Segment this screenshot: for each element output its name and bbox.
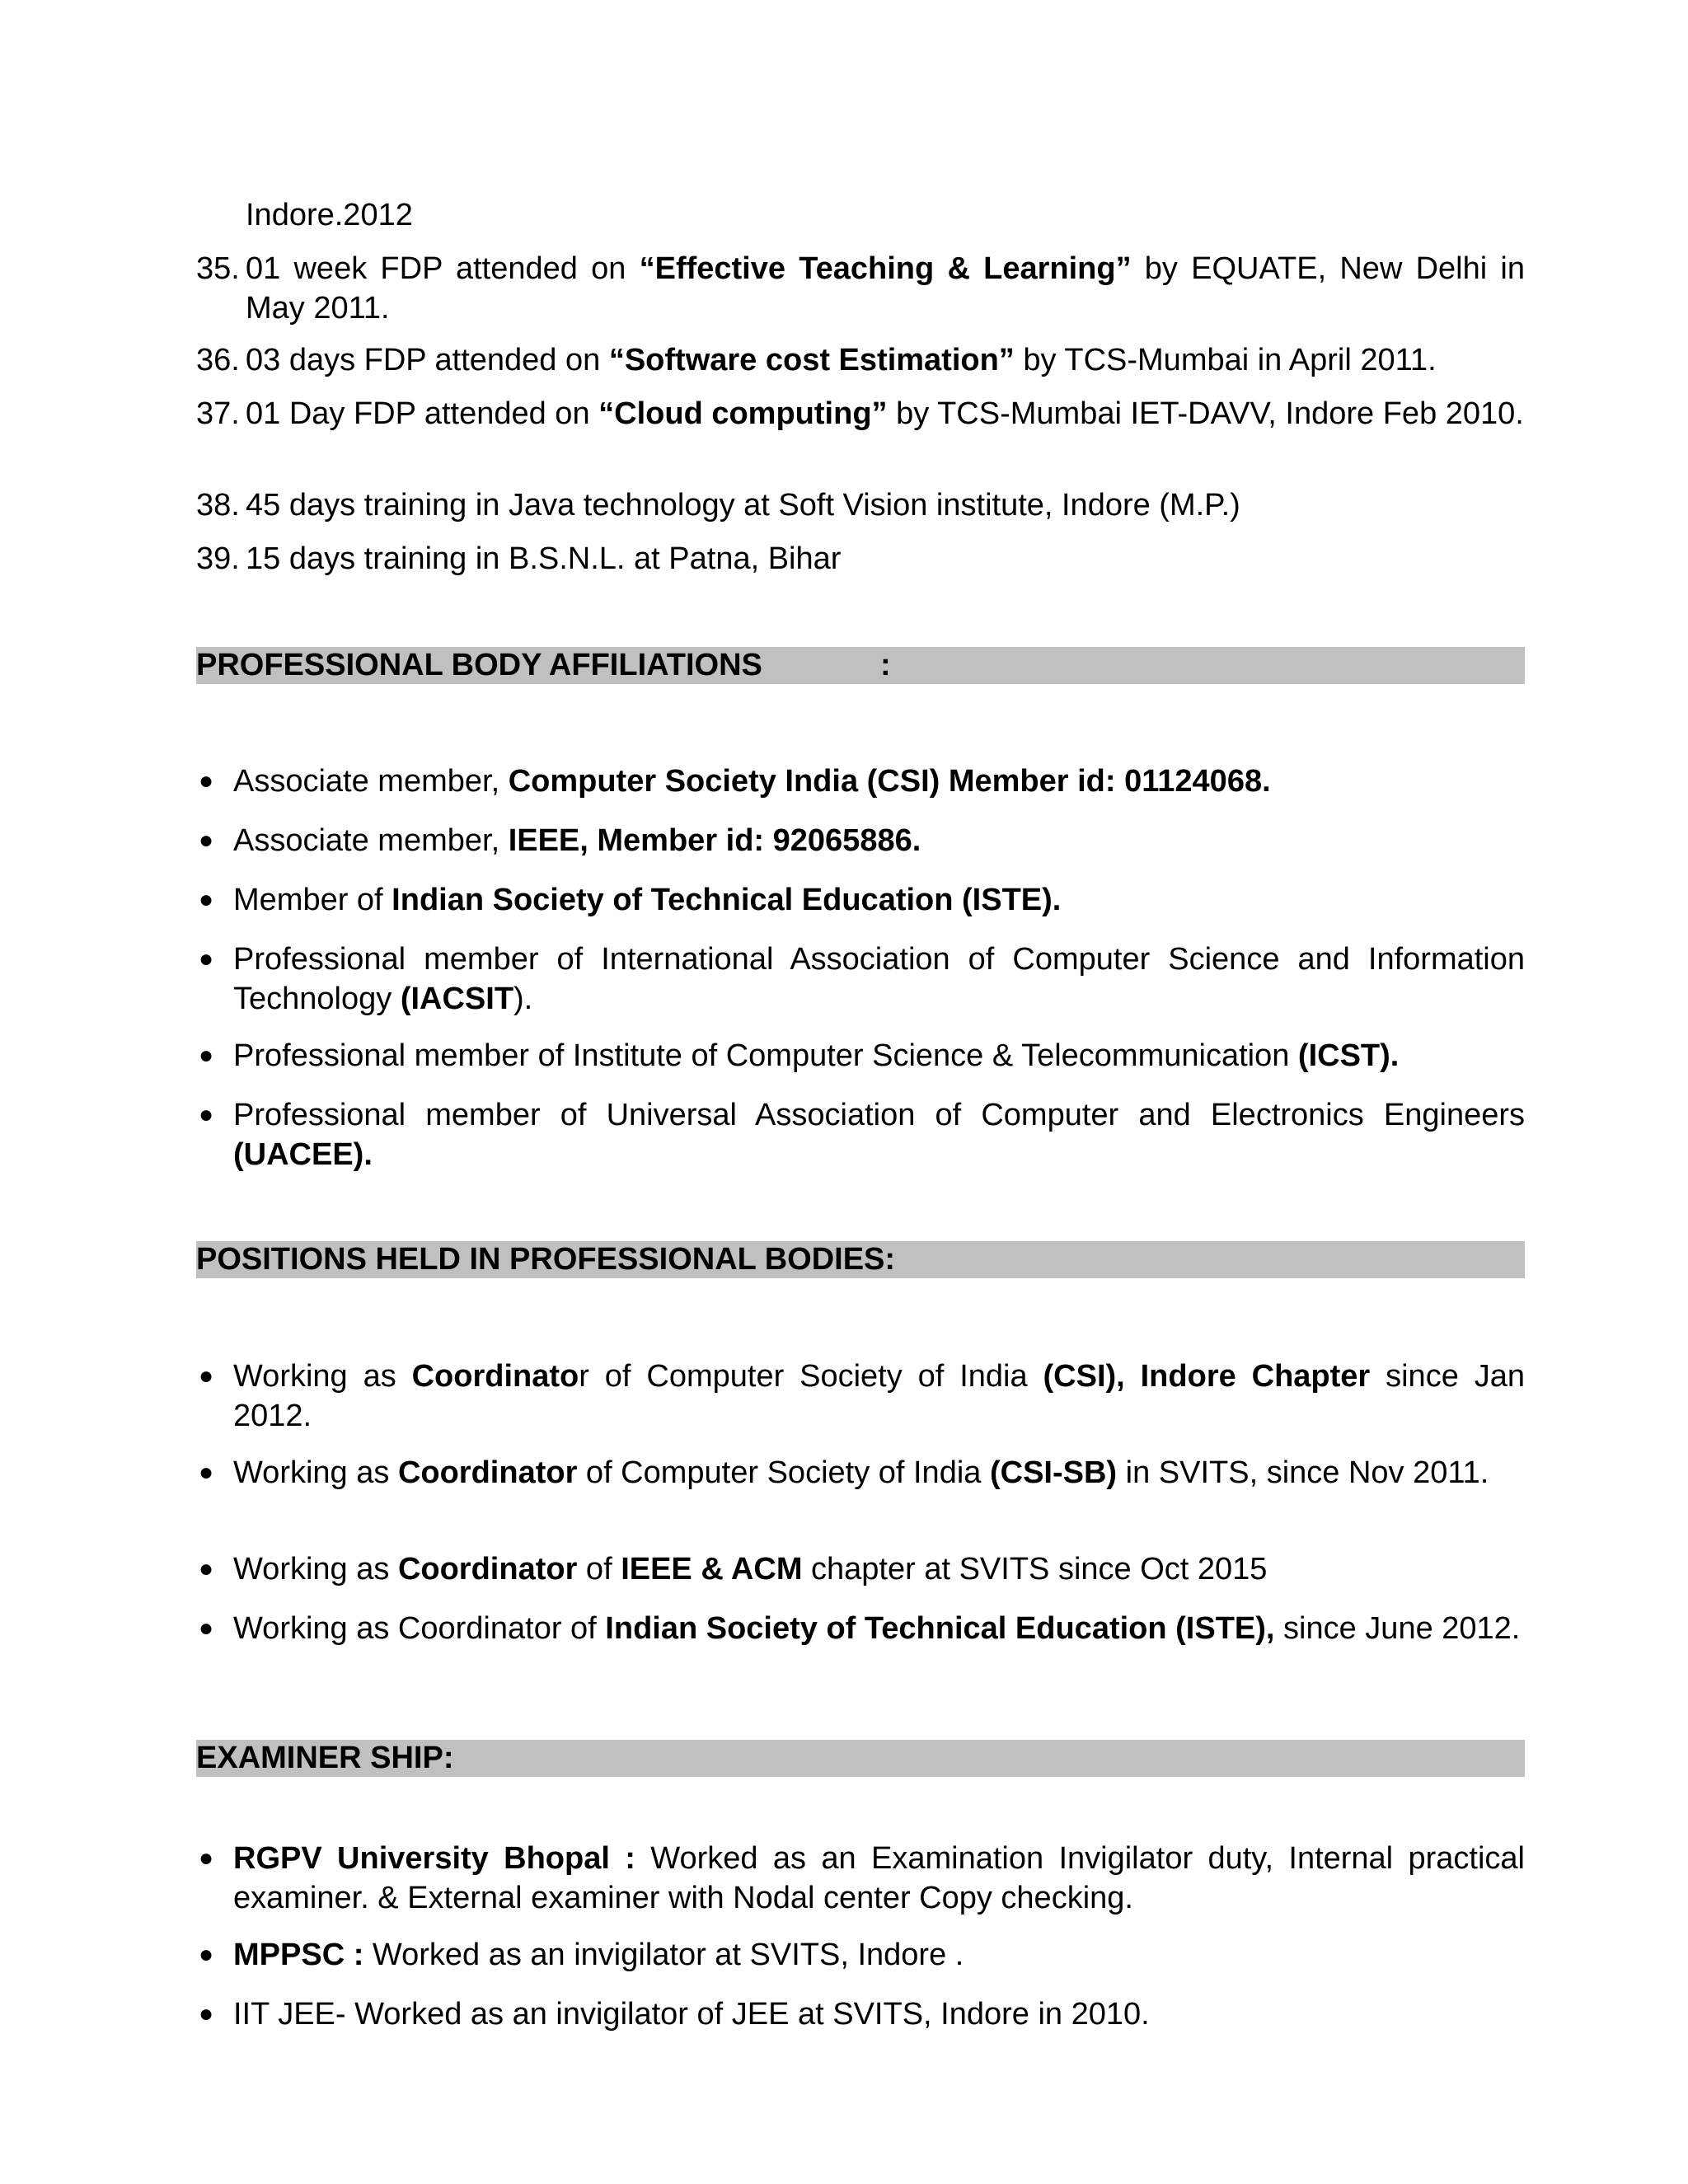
item-number: 37.	[196, 396, 240, 431]
bullet-icon: ●	[199, 2000, 214, 2027]
affiliation-item: ● Associate member, IEEE, Member id: 92065886.	[196, 821, 1525, 860]
bullet-icon: ●	[199, 767, 214, 794]
continuation-line: Indore.2012	[246, 198, 413, 232]
list-item-39	[196, 539, 1525, 579]
list-item-38	[196, 485, 1525, 525]
resume-page	[196, 0, 1525, 2184]
item-text: 03 days FDP attended on “Software cost Estimation” by TCS-Mumbai in April 2011.	[246, 343, 1437, 377]
list-item-36	[196, 340, 1525, 380]
affiliation-item: ● Associate member, Computer Society India (CSI) Member id: 01124068.	[196, 762, 1525, 801]
position-item: ● Working as Coordinator of Indian Society of Technical Education (ISTE), since June 2012.	[196, 1609, 1525, 1648]
section-heading-positions: POSITIONS HELD IN PROFESSIONAL BODIES:	[196, 1241, 1525, 1278]
bullet-icon: ●	[199, 1555, 214, 1582]
bullet-icon: ●	[199, 827, 214, 854]
examiner-item: ● MPPSC : Worked as an invigilator at SVITS, Indore .	[196, 1935, 1525, 1975]
examiner-item: ● RGPV University Bhopal : Worked as an Examination Invigilator duty, Internal practical examiner. & External examiner with Nodal center Copy checking.	[196, 1839, 1525, 1918]
item-text: 45 days training in Java technology at Soft Vision institute, Indore (M.P.)	[246, 488, 1240, 523]
bullet-icon: ●	[199, 945, 214, 972]
item-number: 39.	[196, 541, 240, 576]
item-text: 01 week FDP attended on “Effective Teaching & Learning” by EQUATE, New Delhi in May 2011.	[246, 251, 1526, 326]
item-text: 01 Day FDP attended on “Cloud computing” by TCS-Mumbai IET-DAVV, Indore Feb 2010.	[246, 396, 1524, 431]
position-item: ● Working as Coordinator of Computer Society of India (CSI-SB) in SVITS, since Nov 2011.	[196, 1453, 1525, 1493]
bullet-icon: ●	[199, 1615, 214, 1642]
bullet-icon: ●	[199, 886, 214, 913]
list-item-37	[196, 394, 1525, 434]
bullet-icon: ●	[199, 1844, 214, 1872]
affiliation-item: ● Professional member of International Association of Computer Science and Information Technology (IACSIT).	[196, 940, 1525, 1019]
bullet-icon: ●	[199, 1101, 214, 1128]
affiliation-item: ● Member of Indian Society of Technical Education (ISTE).	[196, 880, 1525, 920]
item-number: 38.	[196, 488, 240, 523]
affiliation-item: ● Professional member of Universal Association of Computer and Electronics Engineers (UACEE).	[196, 1095, 1525, 1174]
position-item: ● Working as Coordinator of IEEE & ACM chapter at SVITS since Oct 2015	[196, 1549, 1525, 1589]
bullet-icon: ●	[199, 1362, 214, 1390]
bullet-icon: ●	[199, 1459, 214, 1486]
section-heading-affiliations: PROFESSIONAL BODY AFFILIATIONS :	[196, 647, 1525, 684]
bullet-icon: ●	[199, 1042, 214, 1069]
affiliation-item: ● Professional member of Institute of Computer Science & Telecommunication (ICST).	[196, 1036, 1525, 1076]
item-number: 35.	[196, 251, 240, 286]
item-number: 36.	[196, 343, 240, 377]
bullet-icon: ●	[199, 1941, 214, 1968]
item-text: 15 days training in B.S.N.L. at Patna, Bihar	[246, 541, 842, 576]
position-item: ● Working as Coordinator of Computer Society of India (CSI), Indore Chapter since Jan 2012.	[196, 1357, 1525, 1436]
list-item-35	[196, 249, 1525, 328]
section-heading-examiner: EXAMINER SHIP:	[196, 1740, 1525, 1777]
examiner-item: ● IIT JEE- Worked as an invigilator of JEE at SVITS, Indore in 2010.	[196, 1994, 1525, 2034]
